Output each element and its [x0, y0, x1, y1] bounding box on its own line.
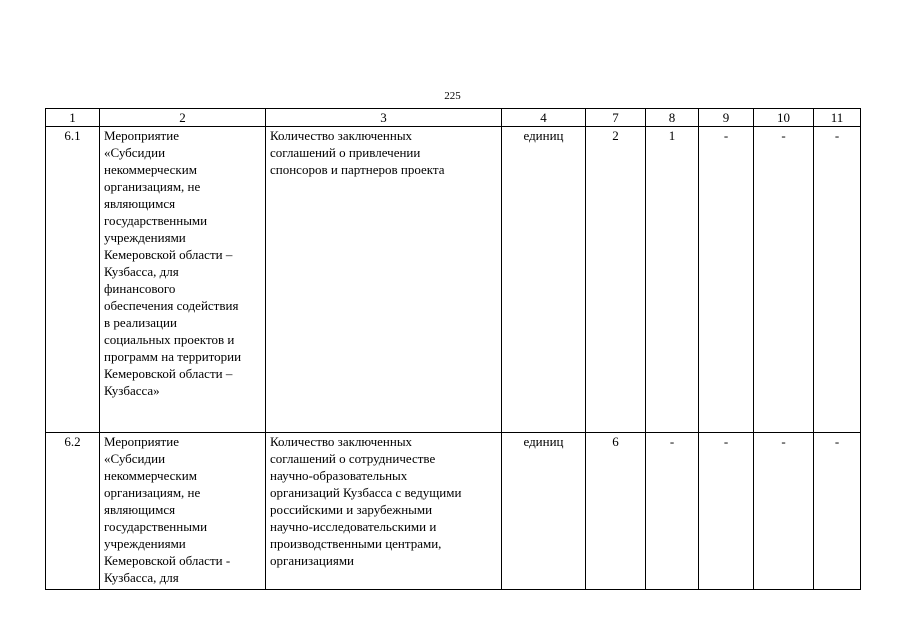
text-line: Кузбасса, для: [104, 570, 179, 585]
indicator-description: [266, 127, 502, 433]
event-description: [100, 127, 266, 433]
event-description: [100, 433, 266, 590]
header-cell: 11: [814, 109, 861, 127]
value-cell-8: -: [646, 433, 699, 590]
row-number: 6.2: [46, 433, 100, 590]
text-line: соглашений о привлечении: [270, 145, 421, 160]
unit-cell: единиц: [502, 433, 586, 590]
value-cell-9: -: [699, 127, 754, 433]
header-cell: 2: [100, 109, 266, 127]
text-line: являющимся: [104, 502, 176, 517]
value-cell-7: 6: [586, 433, 646, 590]
row-number: 6.1: [46, 127, 100, 433]
value-cell-11: -: [814, 127, 861, 433]
text-line: научно-образовательных: [270, 468, 408, 483]
text-line: социальных проектов и: [104, 332, 235, 347]
text-line: «Субсидии: [104, 145, 166, 160]
table-row: [46, 433, 861, 590]
text-line: «Субсидии: [104, 451, 166, 466]
text-line: производственными центрами,: [270, 536, 442, 551]
header-row: [46, 109, 861, 127]
text-line: организациям, не: [104, 485, 201, 500]
header-cell: 8: [646, 109, 699, 127]
text-line: Мероприятие: [104, 434, 179, 449]
text-line: научно-исследовательскими и: [270, 519, 437, 534]
value-cell-11: -: [814, 433, 861, 590]
text-line: обеспечения содействия: [104, 298, 239, 313]
text-line: в реализации: [104, 315, 177, 330]
value-cell-9: -: [699, 433, 754, 590]
text-line: учреждениями: [104, 230, 186, 245]
header-cell: 1: [46, 109, 100, 127]
text-line: Количество заключенных: [270, 434, 413, 449]
text-line: Кузбасса»: [104, 383, 160, 398]
unit-cell: единиц: [502, 127, 586, 433]
text-line: являющимся: [104, 196, 176, 211]
text-line: учреждениями: [104, 536, 186, 551]
text-line: соглашений о сотрудничестве: [270, 451, 436, 466]
text-line: Кузбасса, для: [104, 264, 179, 279]
text-line: организациям, не: [104, 179, 201, 194]
text-line: некоммерческим: [104, 468, 197, 483]
text-line: государственными: [104, 519, 208, 534]
text-line: Количество заключенных: [270, 128, 413, 143]
header-cell: 7: [586, 109, 646, 127]
text-line: российскими и зарубежными: [270, 502, 433, 517]
text-line: некоммерческим: [104, 162, 197, 177]
text-line: организаций Кузбасса с ведущими: [270, 485, 462, 500]
indicators-table: [45, 108, 861, 590]
text-line: программ на территории: [104, 349, 242, 364]
text-line: Кемеровской области -: [104, 553, 231, 568]
value-cell-8: 1: [646, 127, 699, 433]
text-line: Кемеровской области –: [104, 366, 233, 381]
page-number: 225: [444, 90, 461, 102]
text-line: государственными: [104, 213, 208, 228]
header-cell: 9: [699, 109, 754, 127]
text-line: финансового: [104, 281, 176, 296]
value-cell-7: 2: [586, 127, 646, 433]
header-cell: 3: [266, 109, 502, 127]
text-line: спонсоров и партнеров проекта: [270, 162, 445, 177]
text-line: организациями: [270, 553, 354, 568]
header-cell: 10: [754, 109, 814, 127]
header-cell: 4: [502, 109, 586, 127]
table-row: [46, 127, 861, 433]
text-line: Мероприятие: [104, 128, 179, 143]
value-cell-10: -: [754, 127, 814, 433]
value-cell-10: -: [754, 433, 814, 590]
indicator-description: [266, 433, 502, 590]
text-line: Кемеровской области –: [104, 247, 233, 262]
